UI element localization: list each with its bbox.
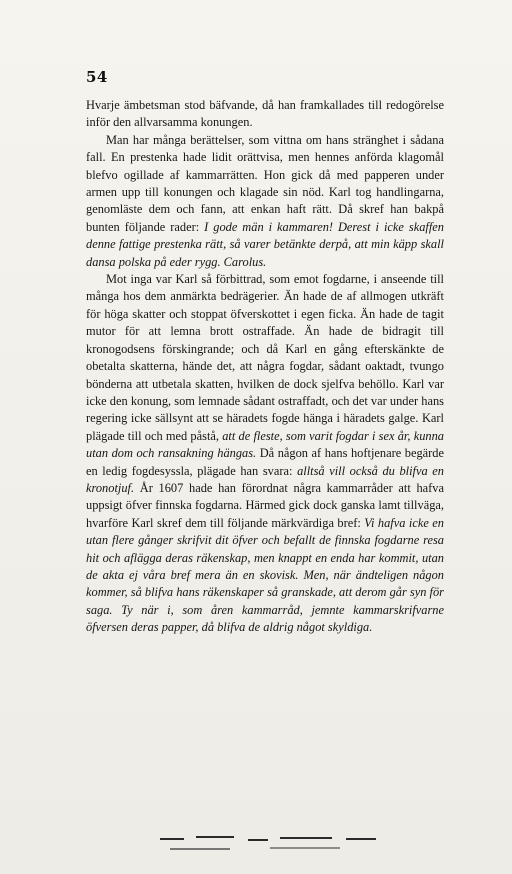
body-text: [86, 97, 444, 637]
text-run: År 1607 hade han förordnat några kammarråder att hafva uppsigt öfver finnska fogdarna. Härmed gick dock ganska lamt tillväga, hvarföre Karl skref dem till följande märkvärdiga bref:: [86, 480, 444, 530]
page-number: 54: [86, 68, 108, 86]
italic-text-run: I gode män i kammaren! Derest i icke skaffen denne fattige prestenka rätt, så varer betänkte derpå, att min käpp skall dansa polska på eder rygg.: [86, 219, 444, 269]
paragraph-1: [86, 97, 444, 132]
text-run: Mot inga var Karl så förbittrad, som emot fogdarne, i anseende till många hos dem anmärkta bedrägerier. Än hade de af allmogen utkräft för höga skatter och stoppat öfverskottet i egen ficka. Än hade de tagit mutor för att lemna brott ostraffade. Än hade de bidragit till kronogodsens förskingrande; och då Karl en gång efterskänkte de obetalta skatterna, hände det, att några fogdar, sådant oaktadt, tvungo bönderna att utbetala skatten, hvilken de dock sjelfva behöllo. Karl var icke den konung, som lemnade sådant ostraffadt, och det var under hans regering icke sällsynt att se häradets fogde hänga i häradets galge. Karl plägade till och med påstå,: [86, 272, 444, 443]
paragraph-3: [86, 271, 444, 637]
italic-text-run: alltså vill också du blifva en kronotjuf.: [86, 463, 444, 495]
bottom-rule-ornament: [160, 826, 400, 856]
text-run: Hvarje ämbetsman stod bäfvande, då han framkallades till redogörelse inför den allvarsamma konungen.: [86, 98, 444, 130]
paragraph-2: [86, 132, 444, 271]
italic-text-run: att de fleste, som varit fogdar i sex år, kunna utan dom och ransakning hängas.: [86, 428, 444, 461]
italic-text-run: Vi hafva icke en utan flere gånger skrifvit dit öfver och befallt de finnska fogdarne resa hit och aflägga deras räkenskap, men knappt en enda har kommit, utan de akta ej våra bref mera än en skovisk. Men, när ändteligen någon kommer, så blifva hans räkenskaper så granskade, att derom går syn för saga. Ty när i, som åren kammarråd, jemnte kammarskrifvarne öfversen deras papper, då blifva de aldrig något skyldiga.: [86, 515, 444, 635]
text-run: Då någon af hans hoftjenare begärde en ledig fogdesyssla, plägade han svara:: [86, 446, 444, 478]
text-run: Man har många berättelser, som vittna om hans stränghet i sådana fall. En prestenka hade lidit orättvisa, men hennes anförda klagomål blefvo ogillade af kammarrätten. Hon gick då med papperen under armen upp till konungen och klagade sin nöd. Karl tog handlingarna, genomläste dem och fann, att enkan haft rätt. Då skref han bakpå bunten följande rader:: [86, 132, 444, 234]
italic-text-run: Carolus.: [223, 254, 267, 269]
